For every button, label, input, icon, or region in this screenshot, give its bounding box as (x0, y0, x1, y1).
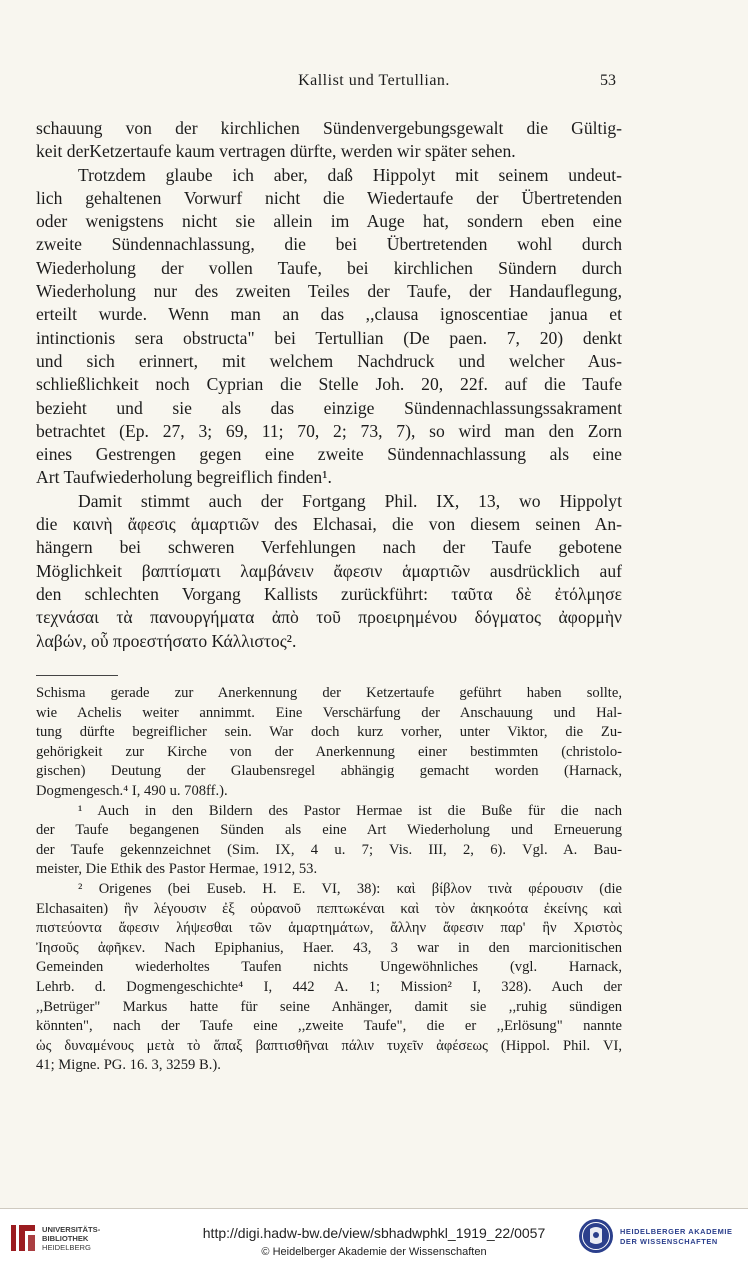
footnote-line: tung dürfte begreiflicher sein. War doch kurz vorher, unter Viktor, die Zu- (36, 724, 622, 741)
text-line: schauung von der kirchlichen Sündenvergebungsgewalt die Gültig- (36, 118, 622, 138)
footnote-line: gischen) Deutung der Glaubensregel abhängig gemacht worden (Harnack, (36, 763, 622, 780)
text-line: eines Gestrengen gegen eine zweite Sündennachlassung als eine (36, 444, 622, 465)
text-line: betrachtet (Ep. 27, 3; 69, 11; 70, 2; 73, 7), so wird man den Zorn (36, 420, 622, 441)
footnote-line: ὡς δυναμένους μετὰ τὸ ἅπαξ βαπτισθῆναι πάλιν τυχεῖν ἀφέσεως (Hippol. Phil. VI, (36, 1037, 622, 1054)
academy-name-line: HEIDELBERGER AKADEMIE (620, 1227, 733, 1236)
text-line: die καινὴ ἄφεσις ἁμαρτιῶν des Elchasai, die von diesem seinen An- (36, 514, 622, 535)
footnote-line: Lehrb. d. Dogmengeschichte⁴ I, 442 A. 1; Mission² I, 328). Auch der (36, 978, 622, 995)
running-title: Kallist und Tertullian. (298, 72, 450, 89)
text-line: Wiederholung nur des zweiten Teiles der Taufe, der Handauflegung, (36, 281, 622, 302)
text-line: und sich erinnert, mit welchem Nachdruck und welcher Aus- (36, 350, 622, 371)
text-line: τεχνάσαι τὰ πανουργήματα ἀπὸ τοῦ προειρημένου δόγματος ἀφορμὴν (36, 607, 622, 628)
text-line: erteilt wurde. Wenn man an das ,,clausa ignoscentiae janua et (36, 304, 622, 325)
footnote-line: Schisma gerade zur Anerkennung der Ketzertaufe geführt haben sollte, (36, 685, 622, 701)
footnote-line: Elchasaiten) ἣν λέγουσιν ἐξ οὐρανοῦ πεπτωκέναι καὶ τὸν ἀκηκοότα ἐκείνης καὶ (36, 900, 622, 917)
footnote-line: meister, Die Ethik des Pastor Hermae, 1912, 53. (36, 861, 318, 878)
copyright-notice: © Heidelberger Akademie der Wissenschaften (261, 1246, 487, 1258)
text-line: oder wenigstens nicht sie allein im Auge hat, sondern eben eine (36, 211, 622, 232)
footnote-line: 41; Migne. PG. 16. 3, 3259 B.). (36, 1057, 221, 1074)
footnote-line: Dogmengesch.⁴ I, 490 u. 708ff.). (36, 782, 228, 799)
text-line: lich gehaltenen Vorwurf nicht die Wiedertaufe der Übertretenden (36, 187, 622, 208)
text-line: Damit stimmt auch der Fortgang Phil. IX, 13, wo Hippolyt (78, 490, 622, 511)
footnote-separator (36, 675, 118, 676)
footnote-line: Ἰησοῦς ἀφῆκεν. Nach Epiphanius, Haer. 43, 3 war in den marcionitischen (36, 939, 622, 956)
text-line: Möglichkeit βαπτίσματι λαμβάνειν ἄφεσιν ἁμαρτιῶν ausdrücklich auf (36, 560, 622, 581)
footnote-line: ,,Betrüger" Markus hatte für seine Anhänger, damit sie ,,ruhig sündigen (36, 998, 622, 1015)
library-name-line: HEIDELBERG (42, 1243, 91, 1252)
footnotes-block (36, 684, 622, 1076)
library-name-line: UNIVERSITÄTS- (42, 1225, 101, 1234)
text-line: zweite Sündennachlassung, die bei Übertretenden wohl durch (36, 234, 622, 255)
academy-seal-icon[interactable] (578, 1218, 614, 1254)
footnote-line: wie Achelis weiter annimmt. Eine Verschärfung der Anschauung und Hal- (36, 704, 622, 721)
text-line: Art Taufwiederholung begreiflich finden¹. (36, 467, 332, 488)
text-line: λαβών, οὗ προεστήσατο Κάλλιστος². (36, 630, 297, 651)
text-line: Wiederholung der vollen Taufe, bei kirchlichen Sündern durch (36, 257, 622, 278)
footnote-line: πιστεύοντα ἄφεσιν λήψεσθαι τῶν ἁμαρτημάτων, ἄλλην ἄφεσιν παρ' ἣν Χριστὸς (36, 920, 622, 937)
footnote-line: Gemeinden wiederholtes Taufen nichts Ungewöhnliches (vgl. Harnack, (36, 959, 622, 976)
footnote-line: ² Origenes (bei Euseb. H. E. VI, 38): καὶ βίβλον τινὰ φέρουσιν (die (78, 880, 622, 897)
text-line: schließlichkeit noch Cyprian die Stelle Joh. 20, 22f. auf die Taufe (36, 374, 622, 395)
footnote-line: gehörigkeit zur Kirche von der Anerkennung einer bestimmten (christolo- (36, 743, 622, 760)
academy-name (620, 1227, 733, 1247)
text-line: den schlechten Vorgang Kallists zurückführt: ταῦτα δὲ ἐτόλμησε (36, 583, 622, 604)
text-line: hängern bei schweren Verfehlungen nach der Taufe gebotene (36, 537, 622, 558)
text-line: keit derKetzertaufe kaum vertragen dürfte, werden wir später sehen. (36, 141, 516, 162)
text-line: Trotzdem glaube ich aber, daß Hippolyt mit seinem undeut- (78, 164, 622, 185)
text-line: bezieht und sie als das einzige Sündennachlassungssakrament (36, 397, 622, 418)
page-number: 53 (600, 72, 616, 89)
academy-name-line: DER WISSENSCHAFTEN (620, 1237, 718, 1246)
library-name-line: BIBLIOTHEK (42, 1234, 89, 1243)
digitization-footer (0, 1209, 748, 1265)
text-line: intinctionis sera obstructa" bei Tertullian (De paen. 7, 20) denkt (36, 327, 622, 348)
permalink-url[interactable]: http://digi.hadw-bw.de/view/sbhadwphkl_1919_22/0057 (202, 1225, 546, 1241)
footnote-line: der Taufe gekennzeichnet (Sim. IX, 4 u. 7; Vis. III, 2, 6). Vgl. A. Bau- (36, 841, 622, 858)
footnote-line: ¹ Auch in den Bildern des Pastor Hermae ist die Buße für die nach (78, 802, 622, 819)
main-text-block (36, 117, 622, 653)
footnote-line: der Taufe begangenen Sünden als eine Art Wiederholung und Erneuerung (36, 822, 622, 839)
footnote-line: könnten", nach der Taufe eine ,,zweite Taufe", die er ,,Erlösung" nannte (36, 1018, 622, 1035)
